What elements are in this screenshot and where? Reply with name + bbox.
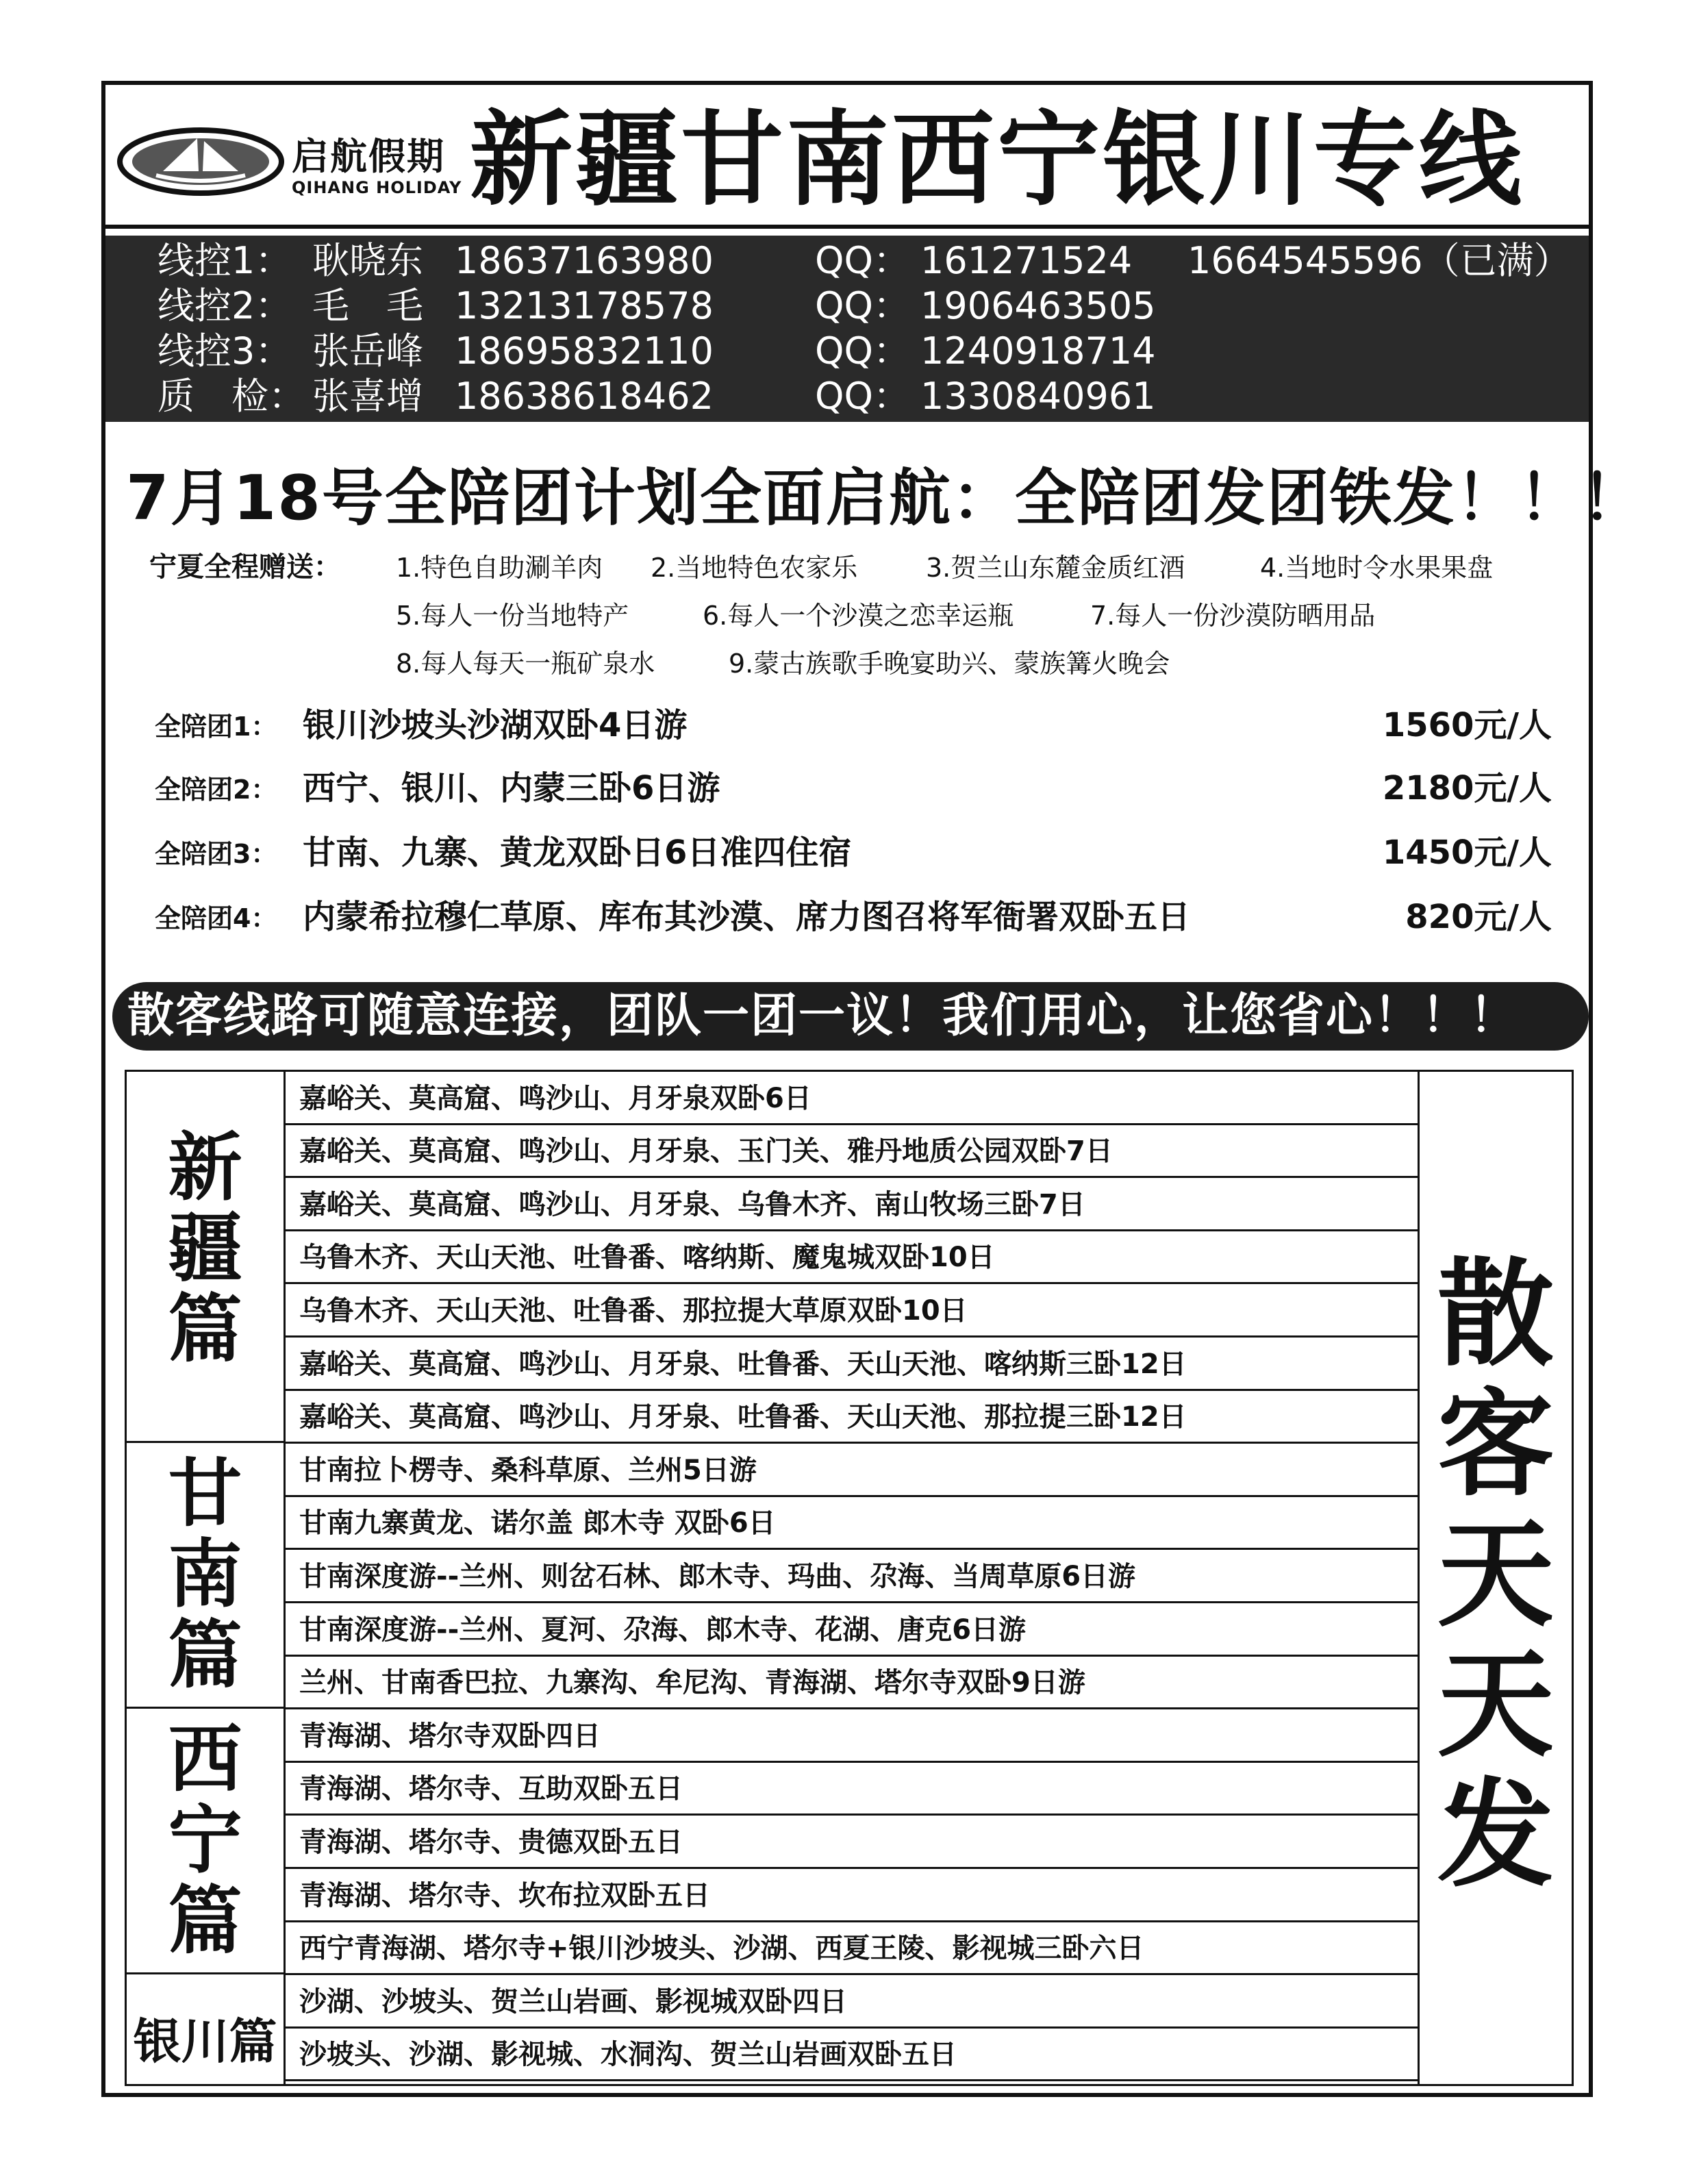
contact-role: 线控1：: [158, 239, 292, 282]
qq-label: QQ：: [815, 239, 911, 282]
tour-price: 2180元/人: [1382, 769, 1552, 807]
logo-chinese-name: 启航假期: [292, 135, 445, 178]
route-row: 青海湖、塔尔寺、贵德双卧五日: [286, 1816, 1418, 1869]
route-row: 乌鲁木齐、天山天池、吐鲁番、喀纳斯、魔鬼城双卧10日: [286, 1231, 1418, 1284]
contact-row: [105, 238, 1589, 284]
contact-role: 线控2：: [158, 284, 292, 327]
gift-item: 9.蒙古族歌手晚宴助兴、蒙族篝火晚会: [729, 649, 1170, 679]
contact-phone[interactable]: 18637163980: [455, 239, 714, 282]
announcement-heading: 7月18号全陪团计划全面启航：全陪团发团铁发！！！: [126, 462, 1645, 534]
gift-item: 8.每人每天一瓶矿泉水: [396, 649, 655, 679]
route-row: 嘉峪关、莫高窟、鸣沙山、月牙泉、乌鲁木齐、南山牧场三卧7日: [286, 1178, 1418, 1231]
sailboat-logo-icon: [115, 123, 286, 199]
route-row: 沙湖、沙坡头、贺兰山岩画、影视城双卧四日: [286, 1975, 1418, 2029]
route-row: 嘉峪关、莫高窟、鸣沙山、月牙泉、玉门关、雅丹地质公园双卧7日: [286, 1125, 1418, 1178]
route-row: 嘉峪关、莫高窟、鸣沙山、月牙泉、吐鲁番、天山天池、那拉提三卧12日: [286, 1391, 1418, 1444]
section-title: 甘 南 篇: [168, 1451, 242, 1698]
tour-label: 全陪团3：: [155, 839, 277, 869]
contacts-panel: [105, 236, 1589, 422]
contact-qq[interactable]: 1330840961: [920, 375, 1156, 418]
escorted-tour: [155, 762, 1552, 807]
contact-phone[interactable]: 18695832110: [455, 329, 714, 373]
contact-row: [105, 284, 1589, 329]
tour-name: 西宁、银川、内蒙三卧6日游: [303, 769, 720, 807]
gift-item: 4.当地时令水果果盘: [1260, 553, 1494, 583]
routes-table: [125, 1070, 1574, 2086]
route-row: 青海湖、塔尔寺双卧四日: [286, 1709, 1418, 1763]
logo-english-name: QIHANG HOLIDAY: [292, 178, 462, 197]
tour-price: 1450元/人: [1382, 833, 1552, 872]
daily-departure-column: [1418, 1072, 1572, 2084]
route-row: 嘉峪关、莫高窟、鸣沙山、月牙泉双卧6日: [286, 1072, 1418, 1125]
slogan-banner: 散客线路可随意连接，团队一团一议！我们用心，让您省心！！！: [112, 982, 1589, 1051]
contact-name: 张喜增: [312, 375, 423, 418]
route-row: 甘南九寨黄龙、诺尔盖 郎木寺 双卧6日: [286, 1497, 1418, 1550]
tour-name: 银川沙坡头沙湖双卧4日游: [303, 706, 688, 744]
section-xinjiang: [127, 1072, 286, 1443]
qq-label: QQ：: [815, 284, 911, 327]
route-row: 甘南深度游--兰州、夏河、尕海、郎木寺、花湖、唐克6日游: [286, 1603, 1418, 1657]
gift-item: 6.每人一个沙漠之恋幸运瓶: [703, 601, 1014, 631]
tour-price: 820元/人: [1405, 898, 1552, 936]
route-row: 嘉峪关、莫高窟、鸣沙山、月牙泉、吐鲁番、天山天池、喀纳斯三卧12日: [286, 1338, 1418, 1391]
route-row: 乌鲁木齐、天山天池、吐鲁番、那拉提大草原双卧10日: [286, 1284, 1418, 1338]
route-row: 青海湖、塔尔寺、坎布拉双卧五日: [286, 1869, 1418, 1922]
escorted-tour: [155, 890, 1552, 936]
gift-item: 1.特色自助涮羊肉: [396, 553, 603, 583]
contact-row: [105, 374, 1589, 419]
section-gannan: [127, 1443, 286, 1709]
qq-label: QQ：: [815, 329, 911, 373]
contact-name: 张岳峰: [312, 329, 423, 373]
daily-departure-text: 散 客 天 天 发: [1437, 1247, 1554, 1903]
contact-phone[interactable]: 13213178578: [455, 284, 714, 327]
route-row: 甘南深度游--兰州、则岔石林、郎木寺、玛曲、尕海、当周草原6日游: [286, 1550, 1418, 1603]
header: [105, 85, 1589, 229]
gift-label: 宁夏全程赠送：: [149, 551, 341, 583]
section-title: 银川篇: [133, 2013, 277, 2070]
contact-name: 耿晓东: [312, 239, 423, 282]
route-row: 兰州、甘南香巴拉、九寨沟、牟尼沟、青海湖、塔尔寺双卧9日游: [286, 1657, 1418, 1709]
qq-label: QQ：: [815, 375, 911, 418]
tour-name: 甘南、九寨、黄龙双卧日6日准四住宿: [303, 833, 852, 872]
gift-item: 5.每人一份当地特产: [396, 601, 629, 631]
tour-label: 全陪团4：: [155, 903, 277, 933]
contact-role: 线控3：: [158, 329, 292, 373]
gift-item: 7.每人一份沙漠防晒用品: [1090, 601, 1376, 631]
escorted-tour: [155, 699, 1552, 744]
section-xining: [127, 1709, 286, 1974]
route-row: 甘南拉卜楞寺、桑科草原、兰州5日游: [286, 1444, 1418, 1497]
contact-phone[interactable]: 18638618462: [455, 375, 714, 418]
gift-item: 2.当地特色农家乐: [651, 553, 858, 583]
section-yinchuan: [127, 1974, 286, 2084]
gift-item: 3.贺兰山东麓金质红酒: [926, 553, 1185, 583]
escorted-tour: [155, 826, 1552, 872]
contact-qq[interactable]: 1240918714: [920, 329, 1156, 373]
tour-label: 全陪团1：: [155, 712, 277, 742]
contact-qq[interactable]: 1906463505: [920, 284, 1156, 327]
contact-role: 质 检：: [158, 375, 305, 418]
contact-row: [105, 329, 1589, 374]
contact-qq[interactable]: 161271524: [920, 239, 1133, 282]
contact-name: 毛 毛: [312, 284, 423, 327]
route-row: 沙坡头、沙湖、影视城、水洞沟、贺兰山岩画双卧五日: [286, 2029, 1418, 2081]
section-title: 新 疆 篇: [168, 1125, 242, 1372]
tour-price: 1560元/人: [1382, 706, 1552, 744]
tour-label: 全陪团2：: [155, 775, 277, 805]
section-title: 西 宁 篇: [168, 1717, 242, 1964]
route-row: 青海湖、塔尔寺、互助双卧五日: [286, 1763, 1418, 1816]
page-title: 新疆甘南西宁银川专线: [470, 101, 1525, 220]
flyer-frame: [101, 81, 1645, 2097]
route-row: 西宁青海湖、塔尔寺+银川沙坡头、沙湖、西夏王陵、影视城三卧六日: [286, 1922, 1418, 1975]
contact-qq-secondary[interactable]: 1664545596（已满）: [1187, 239, 1571, 282]
tour-name: 内蒙希拉穆仁草原、库布其沙漠、席力图召将军衙署双卧五日: [303, 898, 1191, 936]
